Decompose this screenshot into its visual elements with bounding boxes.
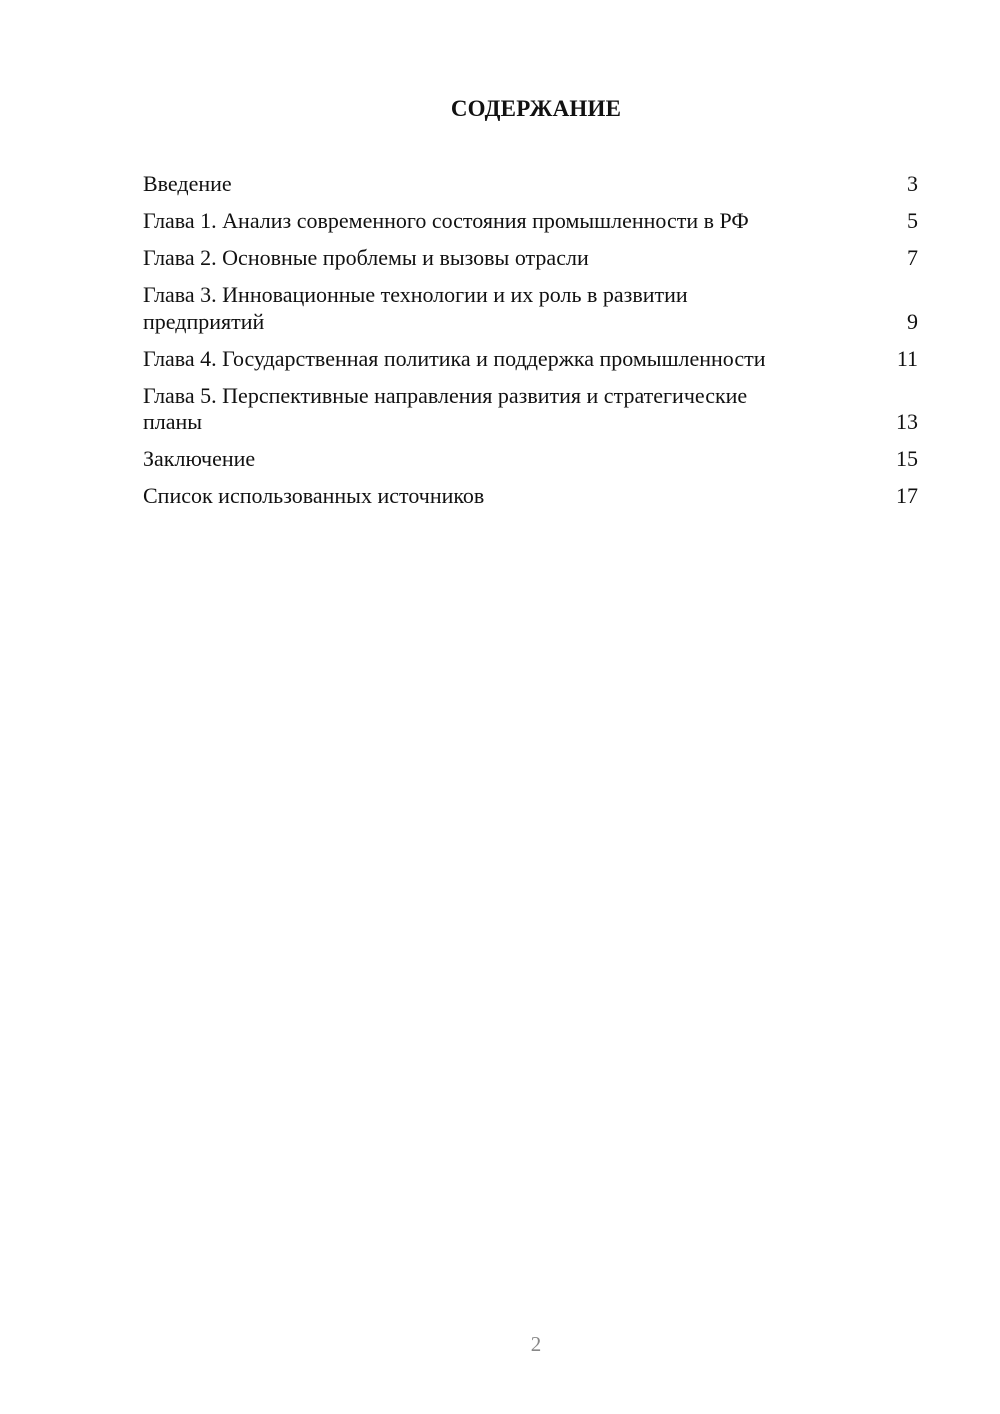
toc-entry[interactable]	[143, 208, 918, 235]
toc-entry-page: 3	[907, 171, 918, 196]
page-title: СОДЕРЖАНИЕ	[450, 96, 622, 121]
toc-entry[interactable]	[143, 346, 918, 373]
toc-entry-page: 17	[896, 483, 918, 508]
toc-entry-text: Глава 3. Инновационные технологии и их роль в развитии предприятий	[143, 282, 688, 334]
toc-entry-page: 5	[907, 208, 918, 233]
toc-entry-page: 15	[896, 446, 918, 471]
toc-entry-page: 13	[896, 409, 918, 434]
toc-entry[interactable]	[143, 383, 918, 436]
page-number: 2	[530, 1332, 542, 1356]
toc-entry[interactable]	[143, 483, 918, 510]
table-of-contents	[143, 171, 918, 520]
toc-entry-text: Список использованных источников	[143, 483, 485, 508]
toc-entry-text: Глава 4. Государственная политика и поддержка промышленности	[143, 345, 766, 371]
toc-entry-text: Глава 2. Основные проблемы и вызовы отрасли	[143, 245, 589, 270]
toc-entry-page: 11	[896, 345, 918, 371]
toc-entry-page: 9	[907, 308, 918, 334]
toc-entry-text: Глава 5. Перспективные направления развития и стратегические планы	[143, 382, 748, 434]
toc-entry-text: Глава 1. Анализ современного состояния промышленности в РФ	[143, 208, 749, 233]
toc-entry[interactable]	[143, 446, 918, 473]
toc-entry[interactable]	[143, 282, 918, 335]
toc-entry-page: 7	[907, 245, 918, 270]
toc-entry-text: Введение	[143, 171, 232, 196]
toc-entry[interactable]	[143, 171, 918, 198]
toc-entry-text: Заключение	[143, 446, 256, 471]
toc-entry[interactable]	[143, 245, 918, 272]
